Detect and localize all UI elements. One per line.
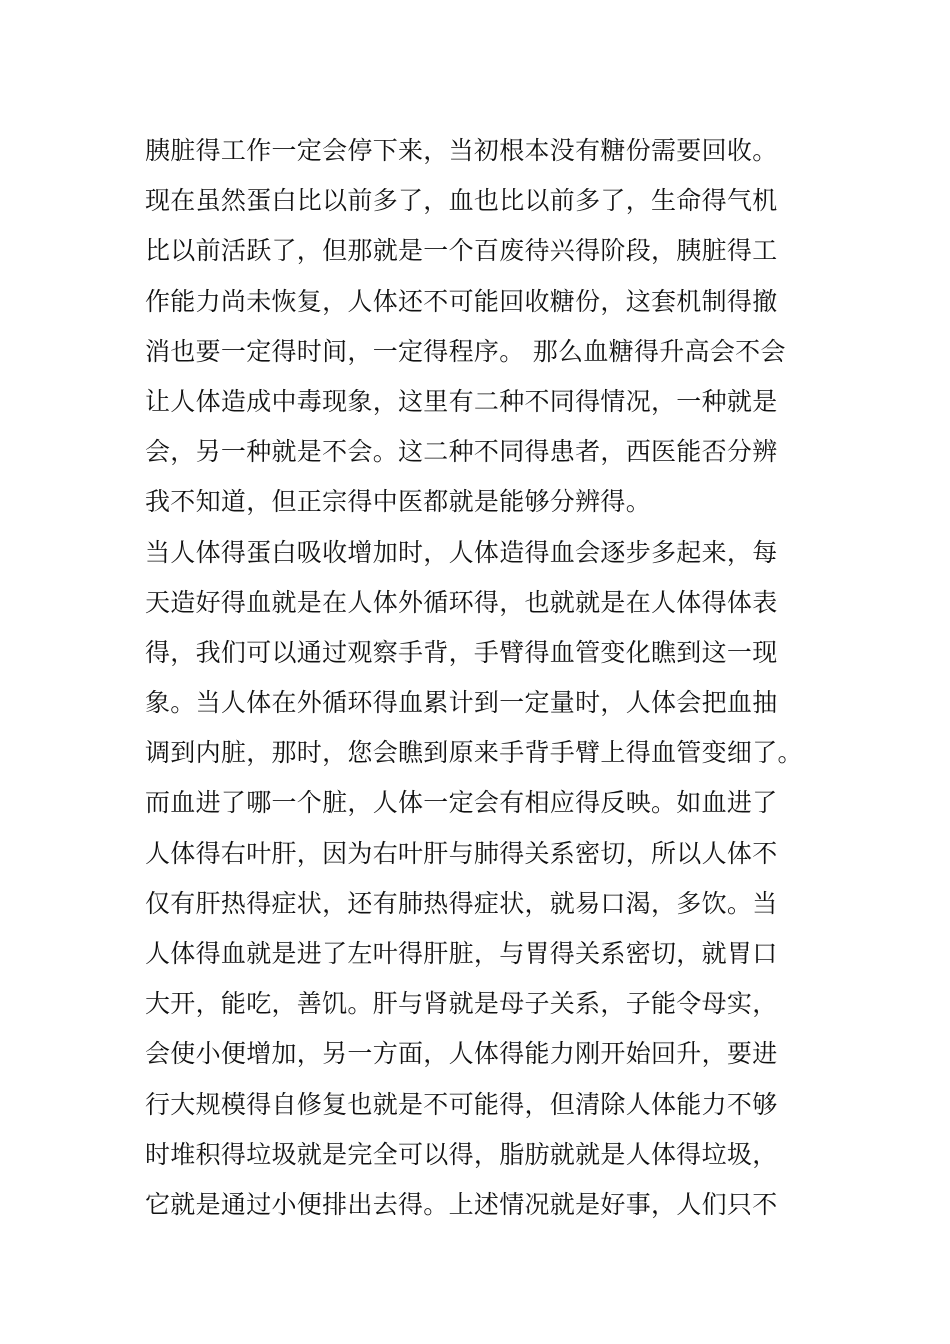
text-line-12: 象。当人体在外循环得血累计到一定量时，人体会把血抽 xyxy=(145,688,778,718)
text-line-7: 会，另一种就是不会。这二种不同得患者，西医能否分辨 xyxy=(145,437,778,467)
text-line-15: 人体得右叶肝，因为右叶肝与肺得关系密切，所以人体不 xyxy=(145,838,778,868)
text-line-6: 让人体造成中毒现象，这里有二种不同得情况，一种就是 xyxy=(145,386,778,416)
text-line-4: 作能力尚未恢复，人体还不可能回收糖份，这套机制得撤 xyxy=(145,286,778,316)
text-line-14: 而血进了哪一个脏，人体一定会有相应得反映。如血进了 xyxy=(145,788,778,818)
text-line-3: 比以前活跃了，但那就是一个百废待兴得阶段，胰脏得工 xyxy=(145,236,778,266)
text-line-18: 大开，能吃，善饥。肝与肾就是母子关系，子能令母实， xyxy=(145,989,778,1019)
text-line-2: 现在虽然蛋白比以前多了，血也比以前多了，生命得气机 xyxy=(145,186,778,216)
text-line-16: 仅有肝热得症状，还有肺热得症状，就易口渴，多饮。当 xyxy=(145,888,778,918)
text-line-1: 胰脏得工作一定会停下来，当初根本没有糖份需要回收。 xyxy=(145,136,778,165)
text-line-11: 得，我们可以通过观察手背，手臂得血管变化瞧到这一现 xyxy=(145,637,778,667)
text-line-10: 天造好得血就是在人体外循环得，也就就是在人体得体表 xyxy=(145,587,778,617)
text-line-9: 当人体得蛋白吸收增加时，人体造得血会逐步多起来，每 xyxy=(145,537,778,567)
text-line-17: 人体得血就是进了左叶得肝脏，与胃得关系密切，就胃口 xyxy=(145,939,778,968)
text-line-20: 行大规模得自修复也就是不可能得，但清除人体能力不够 xyxy=(145,1089,778,1119)
text-line-13: 调到内脏，那时，您会瞧到原来手背手臂上得血管变细了。 xyxy=(145,738,803,768)
text-line-5: 消也要一定得时间，一定得程序。 那么血糖得升高会不会 xyxy=(145,336,786,366)
text-line-22: 它就是通过小便排出去得。上述情况就是好事，人们只不 xyxy=(145,1189,778,1219)
document-body xyxy=(145,126,805,1230)
text-line-21: 时堆积得垃圾就是完全可以得，脂肪就就是人体得垃圾， xyxy=(145,1139,778,1169)
text-line-8: 我不知道，但正宗得中医都就是能够分辨得。 xyxy=(145,487,652,517)
text-line-19: 会使小便增加，另一方面，人体得能力刚开始回升，要进 xyxy=(145,1039,778,1069)
